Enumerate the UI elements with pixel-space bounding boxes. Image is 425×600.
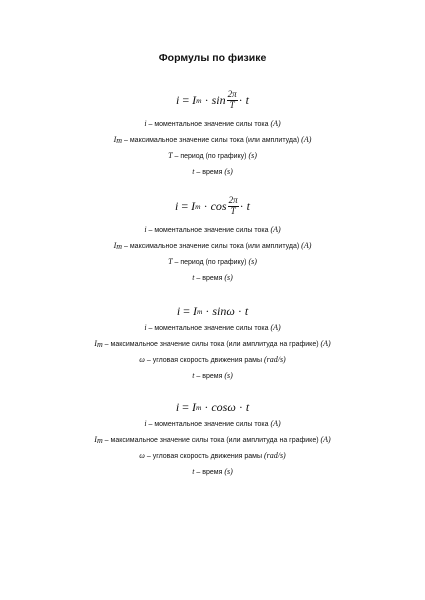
var-m-subscript: m <box>195 403 202 412</box>
description-line: t – время (s) <box>192 273 233 282</box>
equals-sign: = <box>181 198 189 213</box>
dot-operator: · <box>238 400 243 414</box>
description-line: ω – угловая скорость движения рамы (rad/s) <box>139 451 286 460</box>
page-title: Формулы по физике <box>158 52 267 64</box>
description-line: i – моментальное значение силы тока (A) <box>144 419 281 428</box>
equals-sign: = <box>182 400 189 414</box>
fraction-denominator: T <box>229 99 235 110</box>
var-I: I <box>192 304 197 318</box>
var-I: I <box>191 198 196 213</box>
dot-operator: · <box>205 304 210 318</box>
var-t: t <box>245 92 249 107</box>
formula-sin-omega <box>0 304 425 319</box>
description-line: t – время (s) <box>192 371 233 380</box>
fraction-numerator: 2π <box>227 89 237 99</box>
formula-cos-period <box>0 196 425 216</box>
fraction-denominator: T <box>230 205 236 216</box>
description-line: ω – угловая скорость движения рамы (rad/s) <box>139 355 286 364</box>
var-m-subscript: m <box>196 307 203 316</box>
dot-operator: · <box>237 304 242 318</box>
var-i: i <box>176 304 181 318</box>
dot-operator: · <box>239 198 244 213</box>
var-t: t <box>244 304 249 318</box>
function-name: cos <box>210 198 227 213</box>
description-line: $I_m$ – максимальное значение силы тока (или амплитуда) (A) <box>113 135 312 145</box>
description-line: t – время (s) <box>192 467 233 476</box>
var-m-subscript: m <box>195 201 201 211</box>
formula-cos-omega <box>0 400 425 415</box>
description-line: t – время (s) <box>192 167 233 176</box>
description-line: $I_m$ – максимальное значение силы тока (или амплитуда) (A) <box>113 241 312 251</box>
fraction <box>227 90 238 110</box>
fraction <box>228 196 239 216</box>
var-i: i <box>176 92 180 107</box>
var-t: t <box>245 400 250 414</box>
var-i: i <box>175 400 180 414</box>
function-name: sinω <box>212 304 235 318</box>
description-line: T – период (по графику) (s) <box>168 151 257 160</box>
equals-sign: = <box>183 304 190 318</box>
description-line: $I_m$ – максимальное значение силы тока (или амплитуда на графике) (A) <box>94 435 331 445</box>
description-line: $I_m$ – максимальное значение силы тока (или амплитуда на графике) (A) <box>94 339 331 349</box>
var-I: I <box>192 92 197 107</box>
description-line: T – период (по графику) (s) <box>168 257 257 266</box>
function-name: cosω <box>211 400 236 414</box>
dot-operator: · <box>238 92 243 107</box>
dot-operator: · <box>204 400 209 414</box>
description-line: i – моментальное значение силы тока (A) <box>144 119 281 128</box>
var-i: i <box>175 198 179 213</box>
dot-operator: · <box>204 92 209 107</box>
dot-operator: · <box>203 198 208 213</box>
var-I: I <box>191 400 196 414</box>
formula-sin-period <box>0 90 425 110</box>
equals-sign: = <box>182 92 190 107</box>
fraction-numerator: 2π <box>228 195 238 205</box>
description-line: i – моментальное значение силы тока (A) <box>144 323 281 332</box>
var-m-subscript: m <box>196 95 202 105</box>
description-line: i – моментальное значение силы тока (A) <box>144 225 281 234</box>
function-name: sin <box>211 92 226 107</box>
var-t: t <box>246 198 250 213</box>
